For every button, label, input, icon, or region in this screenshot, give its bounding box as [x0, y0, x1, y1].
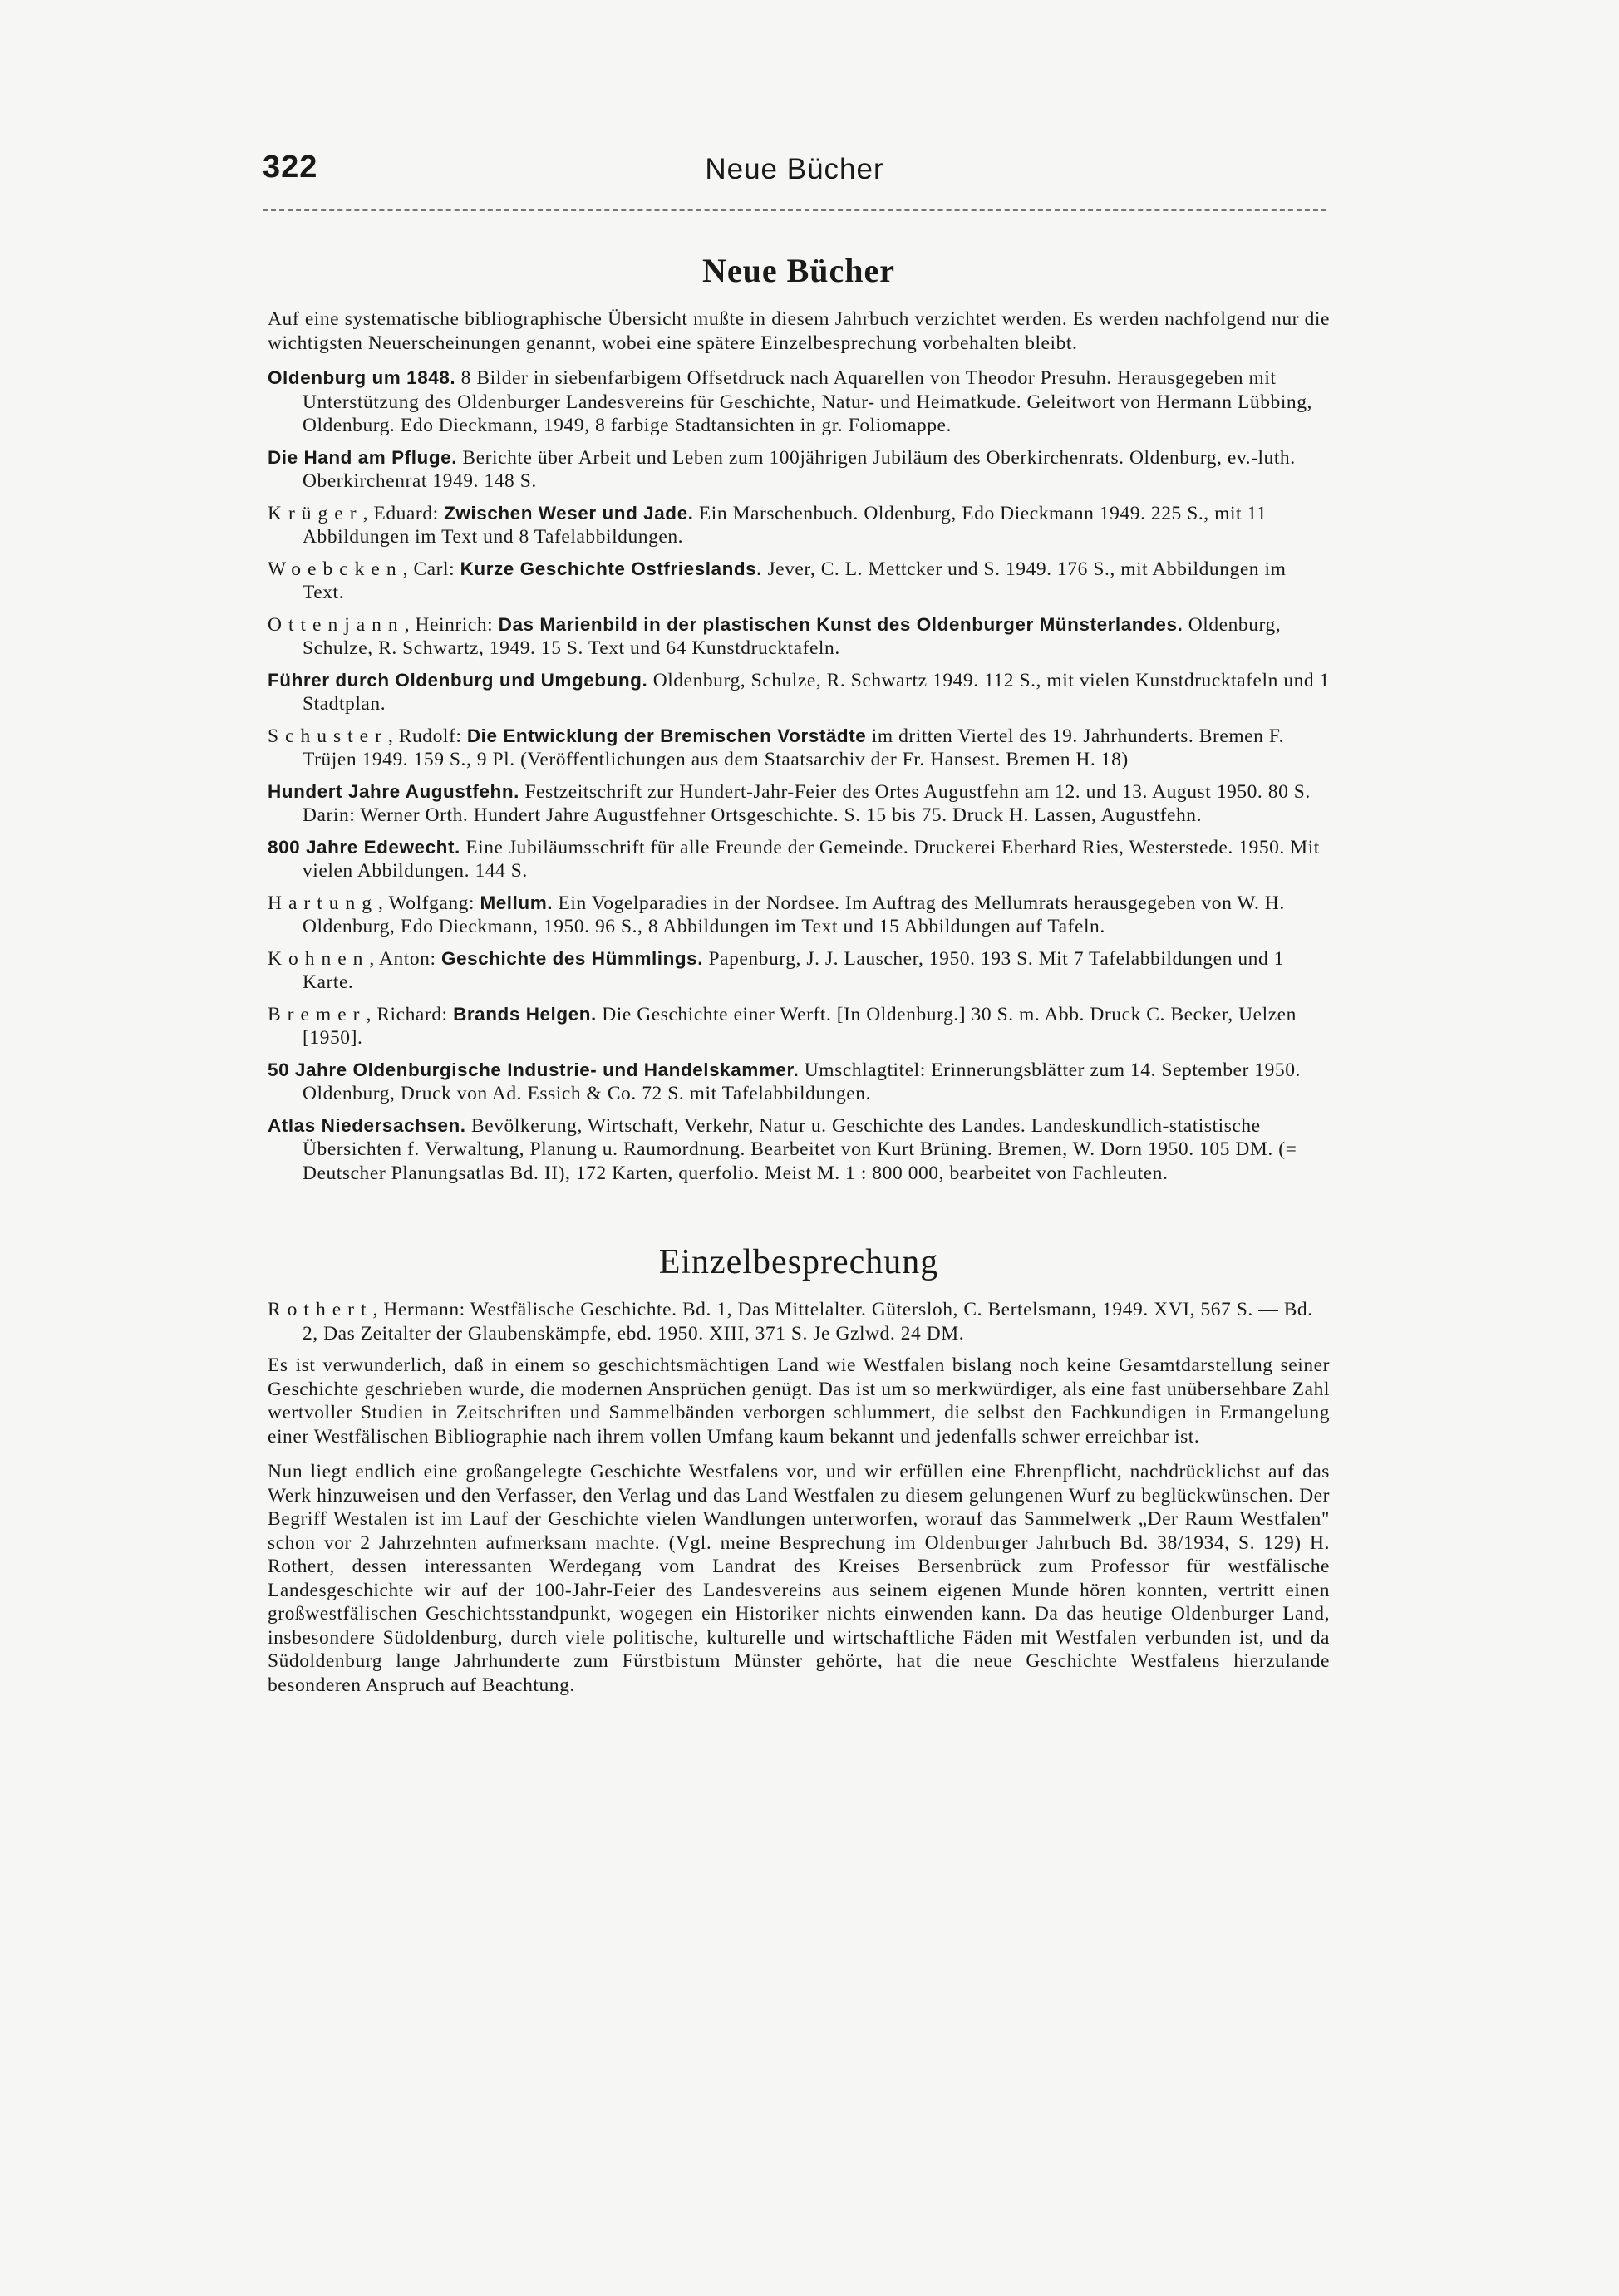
- bibliography-entry: [268, 558, 1330, 605]
- entry-title: Hundert Jahre Augustfehn.: [268, 780, 519, 802]
- entry-title: Zwischen Weser und Jade.: [444, 502, 694, 524]
- entry-author: Ottenjann: [268, 613, 405, 636]
- review-citation: [268, 1298, 1330, 1345]
- bibliography-entry: [268, 366, 1330, 438]
- review-paragraph: Nun liegt endlich eine großangelegte Geschichte Westfalens vor, und wir erfüllen eine Ehrenpflicht, nachdrücklichst auf das Werk hinzuweisen und den Verfasser, den Verlag und das Land Westfalen zu diesem gelungenen Wurf zu beglückwünschen. Der Begriff Westalen ist im Lauf der Geschichte vielen Wandlungen unterworfen, worauf das Sammelwerk „Der Raum Westfalen" schon vor 2 Jahrzehnten aufmerksam machte. (Vgl. meine Besprechung im Oldenburger Jahrbuch Bd. 38/1934, S. 129) H. Rothert, dessen interessanten Werdegang vom Landrat des Kreises Bersenbrück zum Professor für westfälische Landesgeschichte wir auf der 100-Jahr-Feier des Landesvereins aus seinem eigenen Munde hören konnten, vertritt einen großwestfälischen Geschichtsstandpunkt, wogegen ein Historiker nichts einwenden kann. Da das heutige Oldenburger Land, insbesondere Südoldenburg, durch viele politische, kulturelle und wirtschaftliche Fäden mit Westfalen verbunden ist, und da Südoldenburg lange Jahrhunderte zum Fürstbistum Münster gehörte, hat die neue Geschichte Westfalens hierzulande besonderen Anspruch auf Beachtung.: [268, 1461, 1330, 1696]
- header-rule: [263, 209, 1326, 211]
- entry-title: Das Marienbild in der plastischen Kunst des Oldenburger Münsterlandes.: [498, 613, 1183, 635]
- entry-details: Oldenburg, Schulze, R. Schwartz 1949. 112 S., mit vielen Kunstdrucktafeln und 1 Stadtplan.: [303, 669, 1330, 715]
- page-content: [268, 239, 1330, 1708]
- entry-title: Brands Helgen.: [453, 1003, 597, 1025]
- running-title: Neue Bücher: [705, 153, 884, 185]
- page-number: 322: [263, 150, 318, 184]
- review-paragraph: Es ist verwunderlich, daß in einem so geschichtsmächtigen Land wie Westfalen bislang noch keine Gesamtdarstellung seiner Geschichte geschrieben wurde, die modernen Ansprüchen genügt. Das ist um so merkwürdiger, als eine fast unübersehbare Zahl wertvoller Studien in Zeitschriften und Sammelbänden verborgen schlummert, die selbst den Fachkundigen in Ermangelung einer Westfälischen Bibliographie nach ihrem vollen Umfang kaum bekannt und jedenfalls schwer erreichbar ist.: [268, 1354, 1330, 1448]
- review-author: Rothert: [268, 1299, 373, 1320]
- bibliography-entry: [268, 613, 1330, 661]
- entry-details: Festzeitschrift zur Hundert-Jahr-Feier des Ortes Augustfehn am 12. und 13. August 1950. 80 S. Darin: Werner Orth. Hundert Jahre Augustfehner Ortsgeschichte. S. 15 bis 75. Druck H. Lassen, Augustfehn.: [303, 780, 1311, 826]
- entry-title: Die Entwicklung der Bremischen Vorstädte: [466, 725, 867, 746]
- entry-author-rest: , Wolfgang:: [378, 892, 480, 914]
- entry-details: Eine Jubiläumsschrift für alle Freunde der Gemeinde. Druckerei Eberhard Ries, Westerstede. 1950. Mit vielen Abbildungen. 144 S.: [303, 836, 1320, 882]
- entry-details: Bevölkerung, Wirtschaft, Verkehr, Natur u. Geschichte des Landes. Landeskundlich-statistische Übersichten f. Verwaltung, Planung u. Raumordnung. Bearbeitet von Kurt Brüning. Bremen, W. Dorn 1950. 105 DM. (= Deutscher Planungsatlas Bd. II), 172 Karten, querfolio. Meist M. 1 : 800 000, bearbeitet von Fachleuten.: [303, 1114, 1297, 1184]
- entry-author: Schuster: [268, 725, 388, 747]
- entry-title: 50 Jahre Oldenburgische Industrie- und Handelskammer.: [268, 1059, 800, 1080]
- entry-author: Hartung: [268, 892, 379, 914]
- section-heading-einzelbesprechung: Einzelbesprechung: [658, 1243, 939, 1281]
- bibliography-entry: [268, 725, 1330, 772]
- bibliography-entry: [268, 892, 1330, 939]
- entry-details: Jever, C. L. Mettcker und S. 1949. 176 S., mit Abbildungen im Text.: [303, 558, 1287, 603]
- entry-details: 8 Bilder in siebenfarbigem Offsetdruck nach Aquarellen von Theodor Presuhn. Herausgegeben mit Unterstützung des Oldenburger Landesvereins für Geschichte, Natur- und Heimatkude. Geleitwort von Hermann Lübbing, Oldenburg. Edo Dieckmann, 1949, 8 farbige Stadtansichten in gr. Foliomappe.: [303, 367, 1312, 436]
- review-citation-text: , Hermann: Westfälische Geschichte. Bd. 1, Das Mittelalter. Gütersloh, C. Bertelsmann, 1949. XVI, 567 S. — Bd. 2, Das Zeitalter der Glaubenskämpfe, ebd. 1950. XIII, 371 S. Je Gzlwd. 24 DM.: [303, 1299, 1313, 1345]
- entry-title: Geschichte des Hümmlings.: [440, 947, 704, 969]
- entry-author-rest: , Carl:: [402, 558, 460, 580]
- bibliography-entry: [268, 446, 1330, 494]
- entry-author: Krüger: [268, 502, 363, 524]
- entry-author-rest: , Richard:: [366, 1003, 454, 1025]
- entry-details: im dritten Viertel des 19. Jahrhunderts. Bremen F. Trüjen 1949. 159 S., 9 Pl. (Veröffentlichungen aus dem Staatsarchiv der Fr. Hansest. Bremen H. 18): [303, 725, 1285, 770]
- entry-details: Oldenburg, Schulze, R. Schwartz, 1949. 15 S. Text und 64 Kunstdrucktafeln.: [303, 613, 1282, 659]
- entry-title: Oldenburg um 1848.: [268, 367, 456, 388]
- bibliography-list: [268, 366, 1330, 1185]
- bibliography-entry: [268, 1003, 1330, 1050]
- entry-details: Umschlagtitel: Erinnerungsblätter zum 14. September 1950. Oldenburg, Druck von Ad. Essich & Co. 72 S. mit Tafelabbildungen.: [303, 1059, 1301, 1104]
- entry-details: Ein Marschenbuch. Oldenburg, Edo Dieckmann 1949. 225 S., mit 11 Abbildungen im Text und 8 Tafelabbildungen.: [303, 502, 1267, 548]
- entry-title: Die Hand am Pfluge.: [268, 446, 457, 468]
- bibliography-entry: [268, 836, 1330, 883]
- bibliography-entry: [268, 780, 1330, 828]
- section-heading-neue-buecher: Neue Bücher: [701, 252, 896, 289]
- intro-paragraph: Auf eine systematische bibliographische Übersicht mußte in diesem Jahrbuch verzichtet werden. Es werden nachfolgend nur die wichtigsten Neuerscheinungen genannt, wobei eine spätere Einzelbesprechung vorbehalten bleibt.: [268, 308, 1330, 354]
- entry-details: Ein Vogelparadies in der Nordsee. Im Auftrag des Mellumrats herausgegeben von W. H. Oldenburg, Edo Dieckmann, 1950. 96 S., 8 Abbildungen im Text und 15 Abbildungen auf Tafeln.: [303, 892, 1285, 937]
- entry-title: Mellum.: [480, 892, 554, 913]
- running-head: [263, 150, 1326, 199]
- bibliography-entry: [268, 947, 1330, 995]
- entry-author: Bremer: [268, 1003, 367, 1025]
- bibliography-entry: [268, 1059, 1330, 1106]
- entry-author-rest: , Heinrich:: [404, 613, 499, 636]
- entry-author-rest: , Eduard:: [362, 502, 445, 524]
- entry-title: 800 Jahre Edewecht.: [268, 836, 460, 858]
- entry-author: Woebcken: [268, 558, 403, 580]
- entry-author-rest: , Rudolf:: [387, 725, 467, 747]
- bibliography-entry: [268, 669, 1330, 716]
- entry-author: Kohnen: [268, 947, 370, 970]
- entry-title: Führer durch Oldenburg und Umgebung.: [268, 669, 648, 691]
- bibliography-entry: [268, 502, 1330, 549]
- entry-details: Papenburg, J. J. Lauscher, 1950. 193 S. Mit 7 Tafelabbildungen und 1 Karte.: [303, 947, 1285, 993]
- entry-details: Die Geschichte einer Werft. [In Oldenburg.] 30 S. m. Abb. Druck C. Becker, Uelzen [1950].: [303, 1003, 1297, 1049]
- bibliography-entry: [268, 1114, 1330, 1186]
- entry-title: Kurze Geschichte Ostfrieslands.: [460, 558, 763, 579]
- entry-author-rest: , Anton:: [369, 947, 441, 970]
- entry-details: Berichte über Arbeit und Leben zum 100jährigen Jubiläum des Oberkirchenrats. Oldenburg, ev.-luth. Oberkirchenrat 1949. 148 S.: [303, 446, 1296, 492]
- entry-title: Atlas Niedersachsen.: [268, 1114, 466, 1136]
